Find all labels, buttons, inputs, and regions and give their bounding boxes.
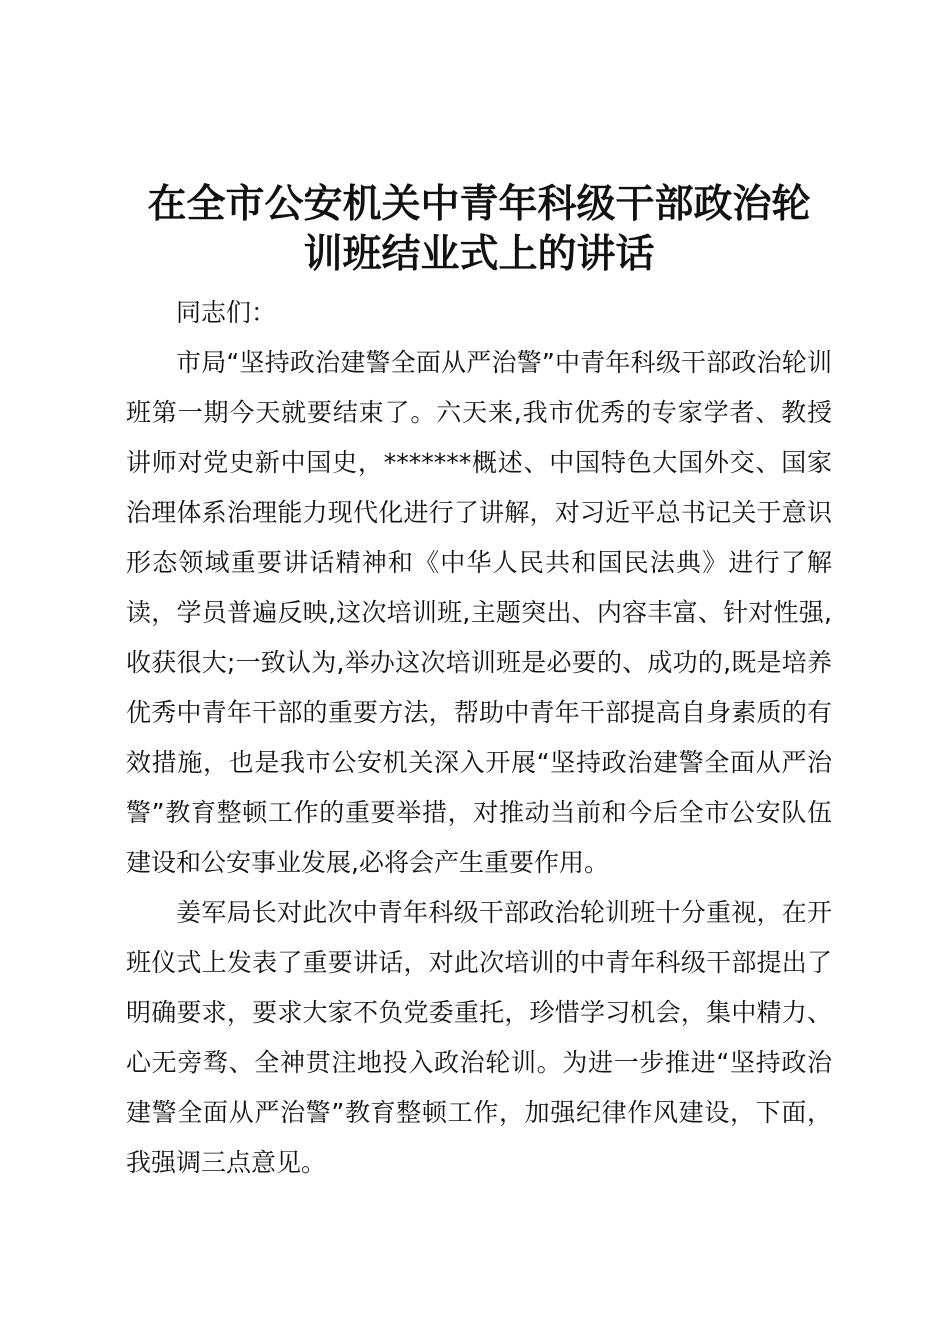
document-body bbox=[126, 288, 832, 1188]
paragraph-2: 姜军局长对此次中青年科级干部政治轮训班十分重视，在开班仪式上发表了重要讲话，对此次培训的中青年科级干部提出了明确要求，要求大家不负党委重托，珍惜学习机会，集中精力、心无旁骛、全神贯注地投入政治轮训。为进一步推进“坚持政治建警全面从严治警”教育整顿工作，加强纪律作风建设，下面，我强调三点意见。 bbox=[126, 898, 832, 1177]
salutation: 同志们： bbox=[176, 298, 277, 327]
document-page bbox=[126, 180, 832, 1188]
document-title bbox=[126, 180, 832, 280]
paragraph-1: 市局“坚持政治建警全面从严治警”中青年科级干部政治轮训班第一期今天就要结束了。六天来,我市优秀的专家学者、教授讲师对党史新中国史，*******概述、中国特色大国外交、国家治理体系治理能力现代化进行了讲解，对习近平总书记关于意识形态领域重要讲话精神和《中华人民共和国民法典》进行了解读，学员普遍反映,这次培训班,主题突出、内容丰富、针对性强,收获很大;一致认为,举办这次培训班是必要的、成功的,既是培养优秀中青年干部的重要方法，帮助中青年干部提高自身素质的有效措施，也是我市公安机关深入开展“坚持政治建警全面从严治警”教育整顿工作的重要举措，对推动当前和今后全市公安队伍建设和公安事业发展,必将会产生重要作用。 bbox=[126, 348, 832, 877]
title-line-2: 训班结业式上的讲话 bbox=[303, 232, 655, 277]
title-line-1: 在全市公安机关中青年科级干部政治轮 bbox=[147, 182, 811, 227]
